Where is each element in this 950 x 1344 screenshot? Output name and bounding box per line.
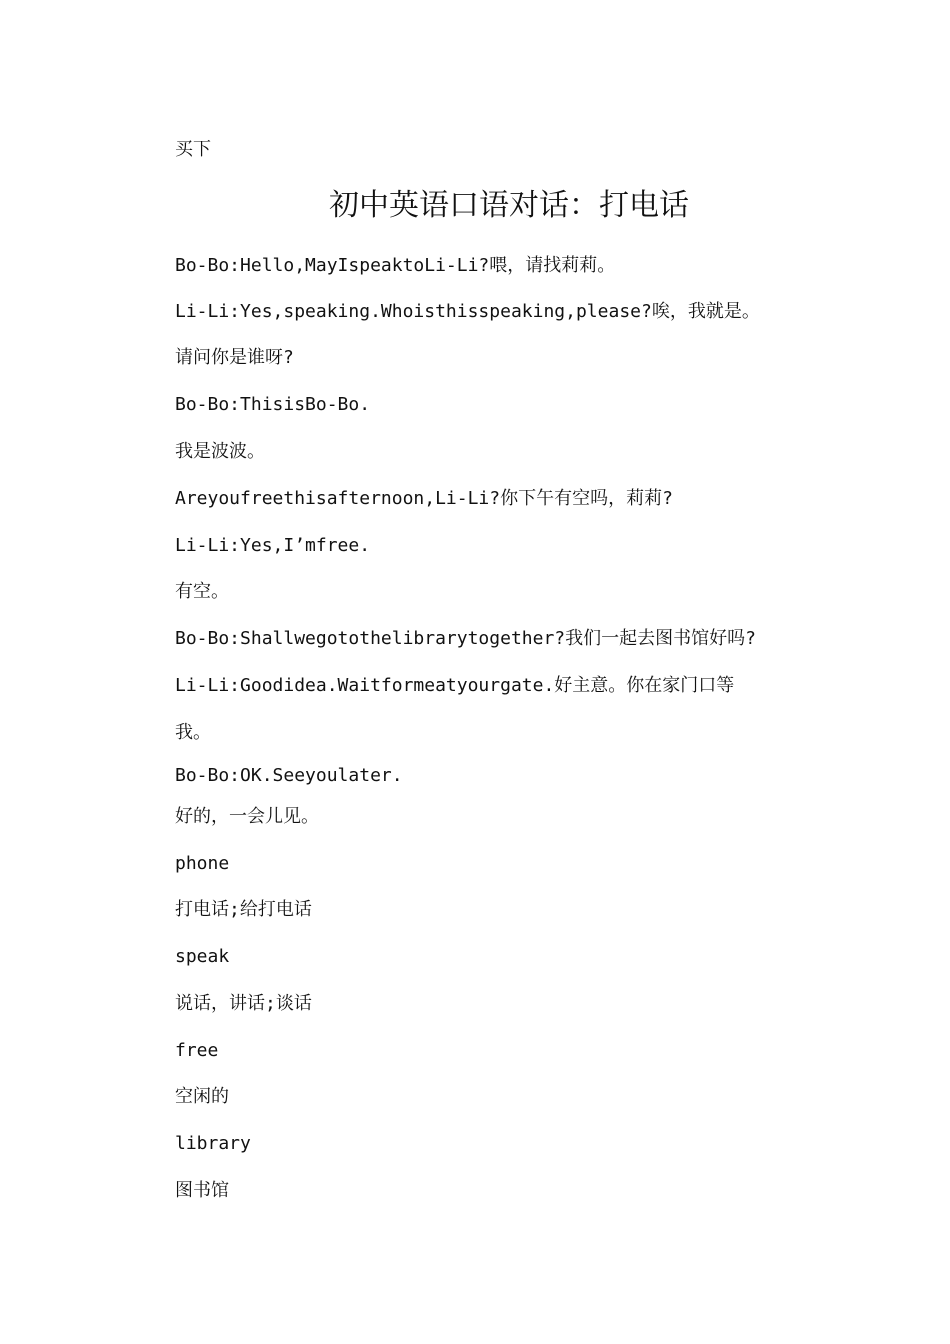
dialogue-line: 好的，一会儿见。 [175, 806, 319, 827]
vocab-word: free [175, 1040, 219, 1061]
dialogue-line: 我。 [175, 722, 211, 743]
vocab-meaning: 打电话;给打电话 [175, 899, 312, 920]
dialogue-line: Bo-Bo:ThisisBo-Bo. [175, 394, 371, 415]
vocab-meaning: 空闲的 [175, 1086, 229, 1107]
dialogue-line: 我是波波。 [175, 441, 265, 462]
dialogue-line: Li-Li:Yes,I’mfree. [175, 535, 371, 556]
dialogue-line: Areyoufreethisafternoon,Li-Li?你下午有空吗，莉莉? [175, 488, 673, 509]
vocab-word: library [175, 1133, 251, 1154]
dialogue-line: Li-Li:Goodidea.Waitformeatyourgate.好主意。你在家门口等 [175, 675, 735, 696]
dialogue-line: Li-Li:Yes,speaking.Whoisthisspeaking,please?唉，我就是。 [175, 301, 760, 322]
dialogue-line: 请问你是谁呀? [175, 347, 294, 368]
header-note: 买下 [175, 139, 211, 160]
page-title: 初中英语口语对话：打电话 [329, 188, 689, 223]
dialogue-line: Bo-Bo:Shallwegotothelibrarytogether?我们一起去图书馆好吗? [175, 628, 756, 649]
vocab-word: speak [175, 946, 230, 967]
vocab-meaning: 图书馆 [175, 1180, 229, 1201]
vocab-word: phone [175, 853, 230, 874]
dialogue-line: Bo-Bo:Hello,MayIspeaktoLi-Li?喂，请找莉莉。 [175, 255, 616, 276]
dialogue-line: 有空。 [175, 581, 229, 602]
vocab-meaning: 说话，讲话;谈话 [175, 993, 312, 1014]
dialogue-line: Bo-Bo:OK.Seeyoulater. [175, 765, 403, 786]
